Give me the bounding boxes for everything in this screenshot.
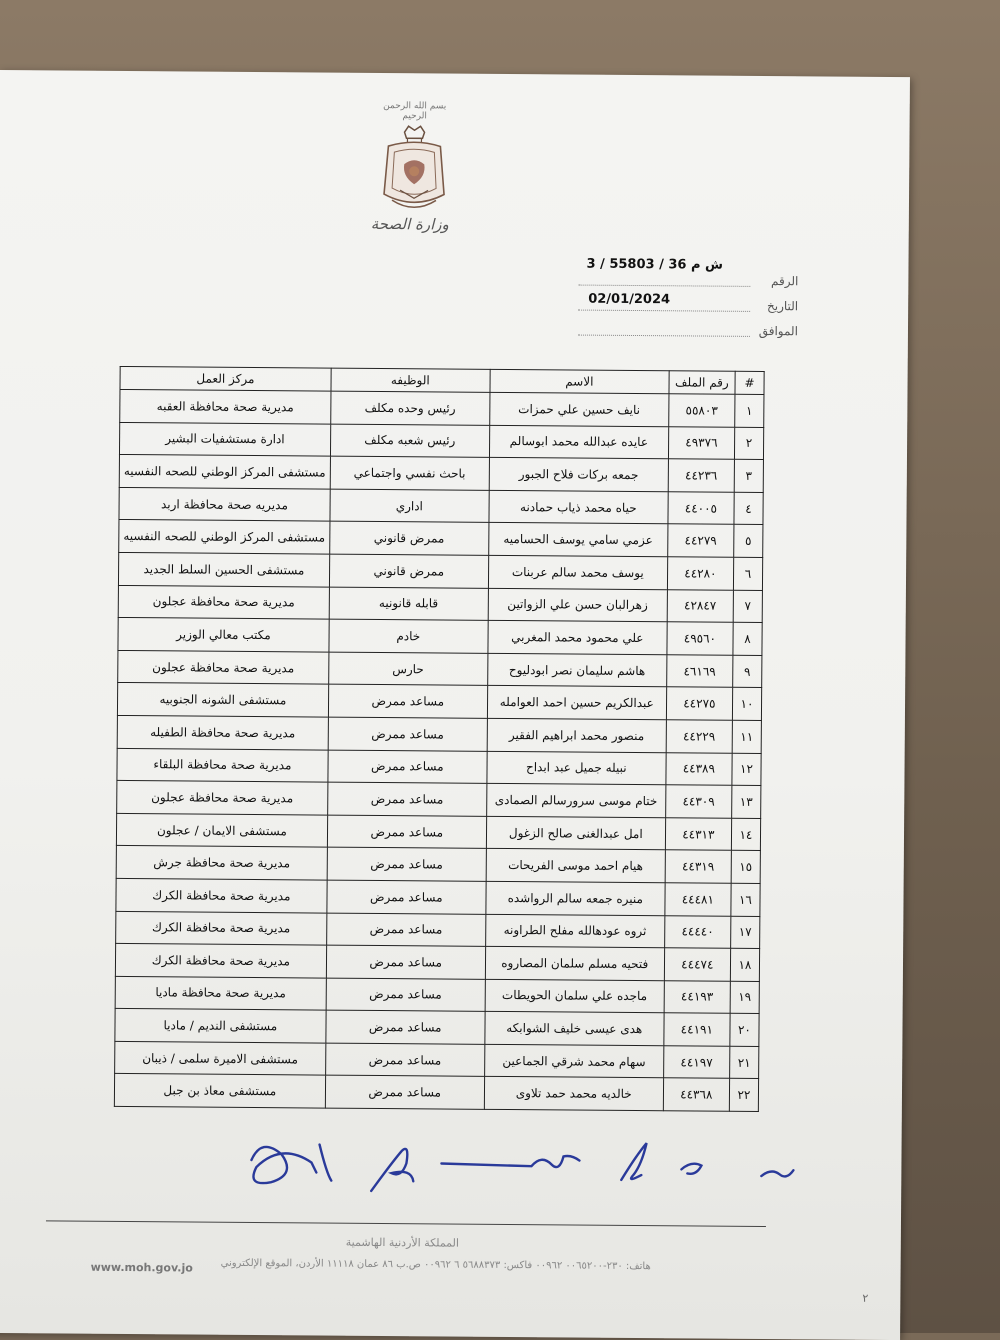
cell-name: هاشم سليمان نصر ابودليوح (487, 653, 666, 687)
ministry-name: وزارة الصحة (370, 214, 449, 234)
cell-job: قابله قانونيه (329, 587, 488, 621)
footer-contact: هاتف: ٢٣٠-٠٠٦٥٢٠٠ ٠٠٩٦٢ فاكس: ٥٦٨٨٣٧٣ ٦ ٠٠٩٦٢ ص.ب ٨٦ عمان ١١١١٨ الأردن، الموقع الإلكتروني (220, 1257, 651, 1273)
table-row (120, 389, 764, 427)
cell-name: منيره جمعه سالم الرواشده (486, 881, 665, 915)
cell-name: هيام احمد موسى الفريحات (486, 849, 665, 883)
header-work-center: مركز العمل (120, 366, 331, 391)
cell-job: رئيس وحده مكلف (330, 391, 489, 425)
cell-file-number: ٤٤٣٠٩ (665, 785, 731, 818)
cell-index: ٢٢ (729, 1079, 758, 1112)
cell-file-number: ٤٤٣١٩ (665, 850, 731, 883)
cell-work-center: مستشفى النديم / ماديا (115, 1009, 326, 1043)
table-row (117, 715, 761, 753)
cell-index: ٦ (733, 557, 762, 590)
cell-index: ٢ (734, 427, 763, 460)
cell-work-center: ادارة مستشفيات البشير (119, 422, 330, 456)
table-row (115, 944, 759, 982)
cell-name: فتحيه مسلم سلمان المصاروه (485, 946, 664, 980)
cell-work-center: مستشفى معاذ بن جبل (114, 1074, 325, 1108)
cell-file-number: ٤٤٣٨٩ (666, 752, 732, 785)
cell-job: مساعد ممرض (327, 782, 486, 816)
cell-job: مساعد ممرض (325, 1043, 484, 1077)
table-row (115, 1009, 759, 1047)
date-row (578, 292, 798, 319)
cell-index: ١٥ (731, 851, 760, 884)
table-row (119, 422, 763, 460)
cell-work-center: مكتب معالي الوزير (118, 618, 329, 652)
cell-file-number: ٤٤١٩٧ (663, 1046, 729, 1079)
header-file-number: رقم الملف (669, 371, 735, 395)
cell-work-center: مديرية صحة محافظة ماديا (115, 976, 326, 1010)
cell-index: ٨ (733, 622, 762, 655)
cell-name: يوسف محمد سالم عربنات (488, 555, 667, 589)
signature-2 (371, 1149, 413, 1192)
date-label: التاريخ (766, 299, 799, 314)
table-row (119, 487, 763, 525)
cell-file-number: ٤٤٣١٣ (665, 817, 731, 850)
cell-work-center: مستشفى المركز الوطني للصحه النفسيه (119, 520, 330, 554)
cell-name: حياه محمد ذياب حمادنه (489, 490, 668, 524)
cell-index: ٥ (734, 525, 763, 558)
cell-work-center: مديرية صحة محافظة عجلون (118, 650, 329, 684)
cell-work-center: مديرية صحة محافظة الكرك (116, 878, 327, 912)
cell-name: جمعه بركات فلاح الجبور (489, 458, 668, 492)
cell-index: ١ (735, 394, 764, 427)
page-number: ٢ (862, 1291, 869, 1305)
cell-name: نبيله جميل عبد ابداح (487, 751, 666, 785)
cell-work-center: مستشفى الايمان / عجلون (116, 813, 327, 847)
table-row (117, 781, 761, 819)
table-row (117, 683, 761, 721)
cell-job: ممرض قانوني (329, 521, 488, 555)
cell-name: ماجده علي سلمان الحويطات (485, 979, 664, 1013)
table-row (116, 846, 760, 884)
reference-block (578, 256, 799, 344)
cell-index: ١٢ (732, 753, 761, 786)
cell-index: ١٧ (731, 916, 760, 949)
cell-index: ٩ (733, 655, 762, 688)
cell-name: ثروه عودهالله مفلح الطراونه (485, 914, 664, 948)
signature-1 (251, 1144, 331, 1184)
cell-job: مساعد ممرض (327, 880, 486, 914)
reference-number-value: ش م 36 / 55803 / 3 (586, 256, 724, 273)
cell-name: نايف حسين علي حمزات (489, 392, 668, 426)
cell-file-number: ٤٤٢٨٠ (667, 557, 733, 590)
date-value: 02/01/2024 (588, 291, 671, 308)
cell-job: مساعد ممرض (325, 1076, 484, 1110)
cell-index: ١٩ (730, 981, 759, 1014)
corresponding-row (578, 317, 798, 344)
table-row (118, 650, 762, 688)
table-row (118, 552, 762, 590)
footer-kingdom: المملكة الأردنية الهاشمية (345, 1235, 460, 1250)
dotted-line (578, 335, 750, 337)
cell-file-number: ٤٤١٩٣ (664, 980, 730, 1013)
signature-6 (761, 1170, 793, 1177)
cell-job: مساعد ممرض (328, 684, 487, 718)
table-row (116, 813, 760, 851)
cell-job: مساعد ممرض (328, 750, 487, 784)
table-body (114, 389, 764, 1111)
cell-work-center: مستشفى الشونه الجنوبيه (117, 683, 328, 717)
cell-file-number: ٤٤٢٣٦ (668, 459, 734, 492)
cell-name: سهام محمد شرقي الجماعين (484, 1044, 663, 1078)
signature-strokes (251, 1140, 793, 1194)
cell-job: باحث نفسي واجتماعي (330, 456, 489, 490)
cell-job: مساعد ممرض (326, 913, 485, 947)
table-row (117, 748, 761, 786)
reference-number-label: الرقم (770, 274, 799, 289)
cell-file-number: ٤٤٠٠٥ (668, 492, 734, 525)
cell-job: مساعد ممرض (327, 847, 486, 881)
cell-work-center: مديرية صحة محافظة عجلون (117, 781, 328, 815)
cell-file-number: ٤٦١٦٩ (666, 655, 732, 688)
cell-work-center: مديرية صحة محافظة الكرك (116, 911, 327, 945)
basmala: بسم الله الرحمن الرحيم (383, 101, 447, 122)
table-row (119, 455, 763, 493)
cell-work-center: مستشفى المركز الوطني للصحه النفسيه (119, 455, 330, 489)
cell-job: اداري (330, 489, 489, 523)
cell-job: مساعد ممرض (327, 815, 486, 849)
dotted-line (578, 285, 750, 287)
cell-file-number: ٤٩٥٦٠ (667, 622, 733, 655)
signature-5 (681, 1164, 701, 1174)
cell-file-number: ٤٤٤٤٠ (664, 915, 730, 948)
corresponding-label: الموافق (758, 323, 799, 339)
cell-work-center: مديرية صحة محافظة عجلون (118, 585, 329, 619)
document-page (0, 70, 910, 1340)
cell-index: ٤ (734, 492, 763, 525)
header-name: الاسم (490, 369, 669, 393)
table-row (118, 585, 762, 623)
cell-name: خالديه محمد حمد تلاوى (484, 1077, 663, 1111)
cell-job: حارس (328, 652, 487, 686)
cell-file-number: ٤٤٣٦٨ (663, 1078, 729, 1111)
footer-website-link[interactable]: www.moh.gov.jo (90, 1260, 193, 1275)
cell-job: مساعد ممرض (326, 945, 485, 979)
cell-job: مساعد ممرض (328, 717, 487, 751)
cell-name: زهرالبان حسن علي الزواتين (488, 588, 667, 622)
cell-name: هدى عيسى خليف الشوابكه (485, 1012, 664, 1046)
table-row (115, 976, 759, 1014)
cell-name: علي محمود محمد المغربي (488, 621, 667, 655)
cell-job: ممرض قانوني (329, 554, 488, 588)
signatures-area (241, 1132, 802, 1206)
cell-work-center: مديريه صحة محافظة اربد (119, 487, 330, 521)
cell-index: ١٦ (731, 883, 760, 916)
cell-name: امل عبدالغنى صالح الزغول (486, 816, 665, 850)
cell-file-number: ٤٤٢٢٩ (666, 720, 732, 753)
table-row (116, 911, 760, 949)
table-row (115, 1041, 759, 1079)
royal-crest-icon (374, 124, 455, 217)
letterhead-crest (369, 101, 460, 221)
cell-work-center: مستشفى الحسين السلط الجديد (118, 552, 329, 586)
cell-index: ١٣ (732, 785, 761, 818)
cell-index: ٧ (733, 590, 762, 623)
signature-3 (441, 1155, 579, 1167)
cell-name: عبدالكريم حسين احمد العوامله (487, 686, 666, 720)
cell-index: ١٠ (732, 688, 761, 721)
cell-job: مساعد ممرض (326, 1010, 485, 1044)
cell-work-center: مديرية صحة محافظة جرش (116, 846, 327, 880)
header-index: # (735, 371, 764, 394)
cell-job: مساعد ممرض (326, 978, 485, 1012)
cell-file-number: ٤٤١٩١ (664, 1013, 730, 1046)
cell-work-center: مديرية صحة محافظة الكرك (115, 944, 326, 978)
cell-index: ١٨ (730, 948, 759, 981)
cell-index: ٣ (734, 459, 763, 492)
reference-number-row (578, 256, 799, 294)
footer-divider (46, 1220, 766, 1227)
cell-file-number: ٤٤٤٧٤ (664, 948, 730, 981)
cell-file-number: ٤٤٢٧٥ (666, 687, 732, 720)
cell-work-center: مديرية صحة محافظة الطفيله (117, 715, 328, 749)
cell-index: ١٤ (731, 818, 760, 851)
table-row (116, 878, 760, 916)
table-row (118, 618, 762, 656)
cell-index: ١١ (732, 720, 761, 753)
signature-4 (621, 1143, 646, 1180)
cell-file-number: ٤٢٨٤٧ (667, 589, 733, 622)
cell-job: خادم (329, 619, 488, 653)
cell-name: عزمي سامي يوسف الحساميه (488, 523, 667, 557)
table-row (119, 520, 763, 558)
cell-file-number: ٤٤٢٧٩ (667, 524, 733, 557)
cell-file-number: ٤٩٣٧٦ (668, 426, 734, 459)
cell-index: ٢١ (729, 1046, 758, 1079)
cell-work-center: مديرية صحة محافظة البلقاء (117, 748, 328, 782)
header-job: الوظيفه (331, 368, 490, 392)
cell-index: ٢٠ (730, 1014, 759, 1047)
cell-work-center: مستشفى الاميرة سلمى / ذيبان (115, 1041, 326, 1075)
table-row (114, 1074, 758, 1112)
cell-file-number: ٥٥٨٠٣ (669, 394, 735, 427)
cell-name: عايده عبدالله محمد ابوسالم (489, 425, 668, 459)
cell-name: منصور محمد ابراهيم الفقير (487, 718, 666, 752)
cell-name: ختام موسى سرورسالم الصمادى (486, 783, 665, 817)
cell-file-number: ٤٤٤٨١ (665, 883, 731, 916)
cell-job: رئيس شعبه مكلف (330, 424, 489, 458)
employee-table (114, 366, 765, 1112)
cell-work-center: مديرية صحة محافظة العقبه (120, 389, 331, 423)
dotted-line (578, 310, 750, 312)
